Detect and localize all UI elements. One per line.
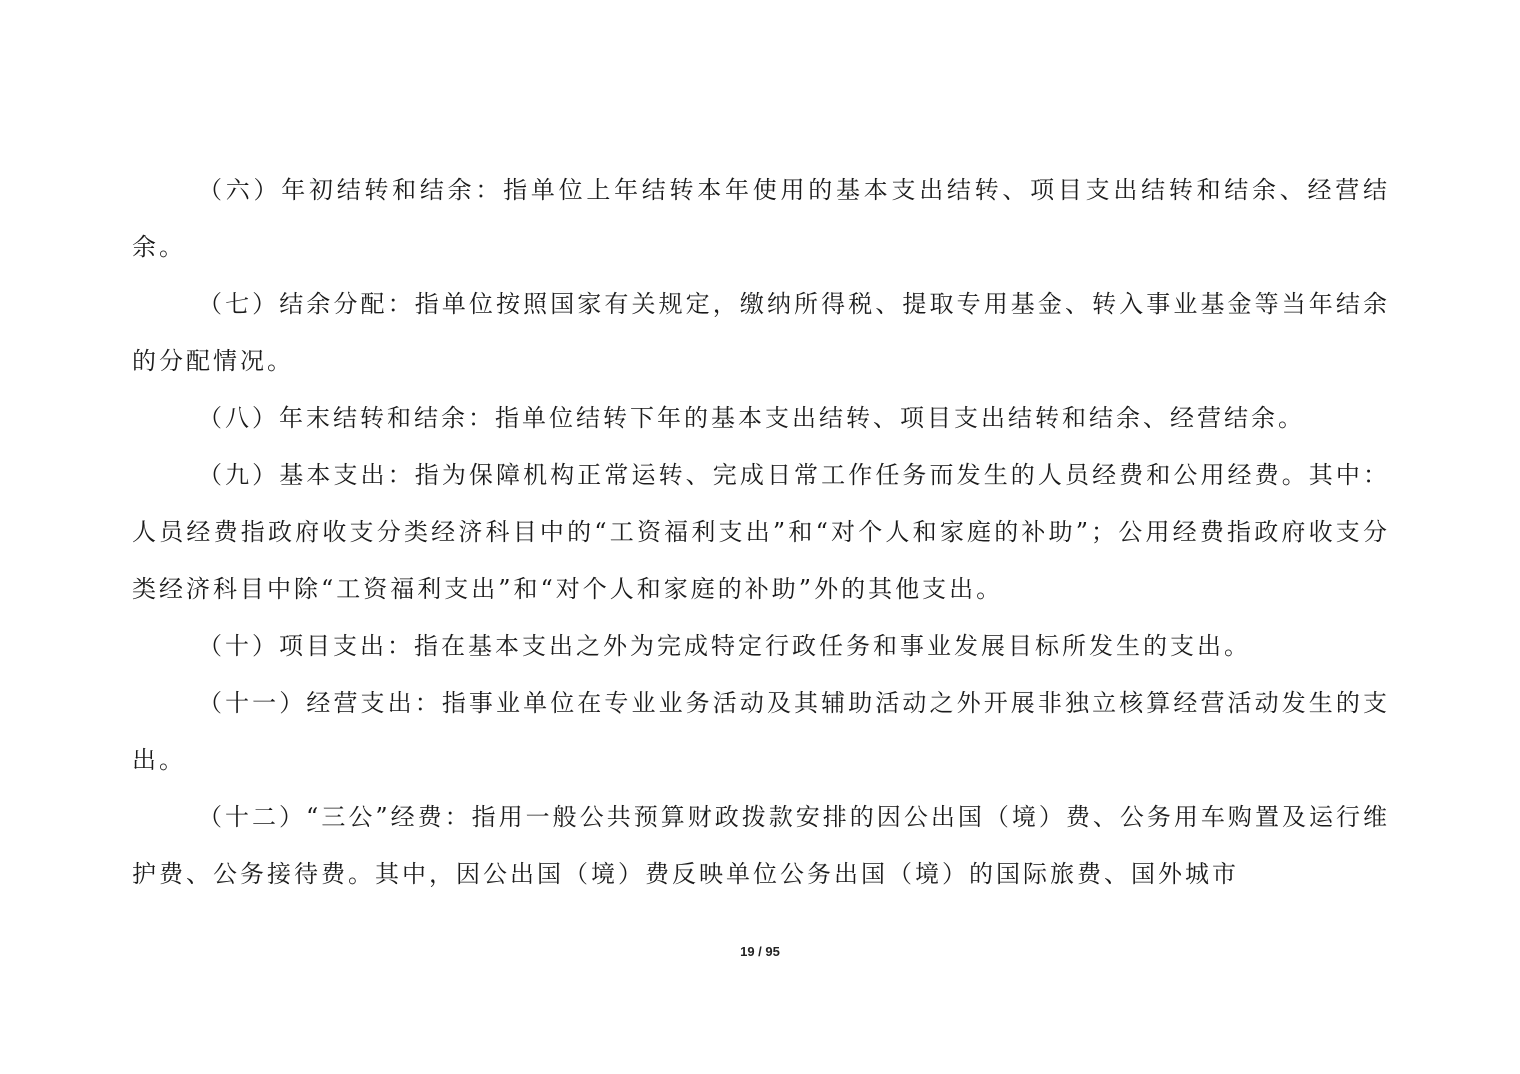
paragraph-project-expenditure: （十）项目支出：指在基本支出之外为完成特定行政任务和事业发展目标所发生的支出。	[198, 632, 1251, 660]
paragraph-basic-expenditure: （九）基本支出：指为保障机构正常运转、完成日常工作任务而发生的人员经费和公用经费。其中：人员经费指政府收支分类经济科目中的“工资福利支出”和“对个人和家庭的补助”；公用经费指政府收支分类经济科目中除“工资福利支出”和“对个人和家庭的补助”外的其他支出。	[132, 461, 1390, 603]
document-body	[132, 162, 1390, 903]
paragraph-three-public-expenses: （十二）“三公”经费：指用一般公共预算财政拨款安排的因公出国（境）费、公务用车购置及运行维护费、公务接待费。其中，因公出国（境）费反映单位公务出国（境）的国际旅费、国外城市	[132, 803, 1390, 888]
paragraph-operating-expenditure: （十一）经营支出：指事业单位在专业业务活动及其辅助活动之外开展非独立核算经营活动发生的支出。	[132, 689, 1390, 774]
paragraph-year-end-carryover: （八）年末结转和结余：指单位结转下年的基本支出结转、项目支出结转和结余、经营结余。	[198, 404, 1305, 432]
paragraph-year-start-carryover: （六）年初结转和结余：指单位上年结转本年使用的基本支出结转、项目支出结转和结余、经营结余。	[132, 176, 1390, 261]
page-number: 19 / 95	[740, 944, 780, 959]
paragraph-surplus-distribution: （七）结余分配：指单位按照国家有关规定，缴纳所得税、提取专用基金、转入事业基金等当年结余的分配情况。	[132, 290, 1390, 375]
